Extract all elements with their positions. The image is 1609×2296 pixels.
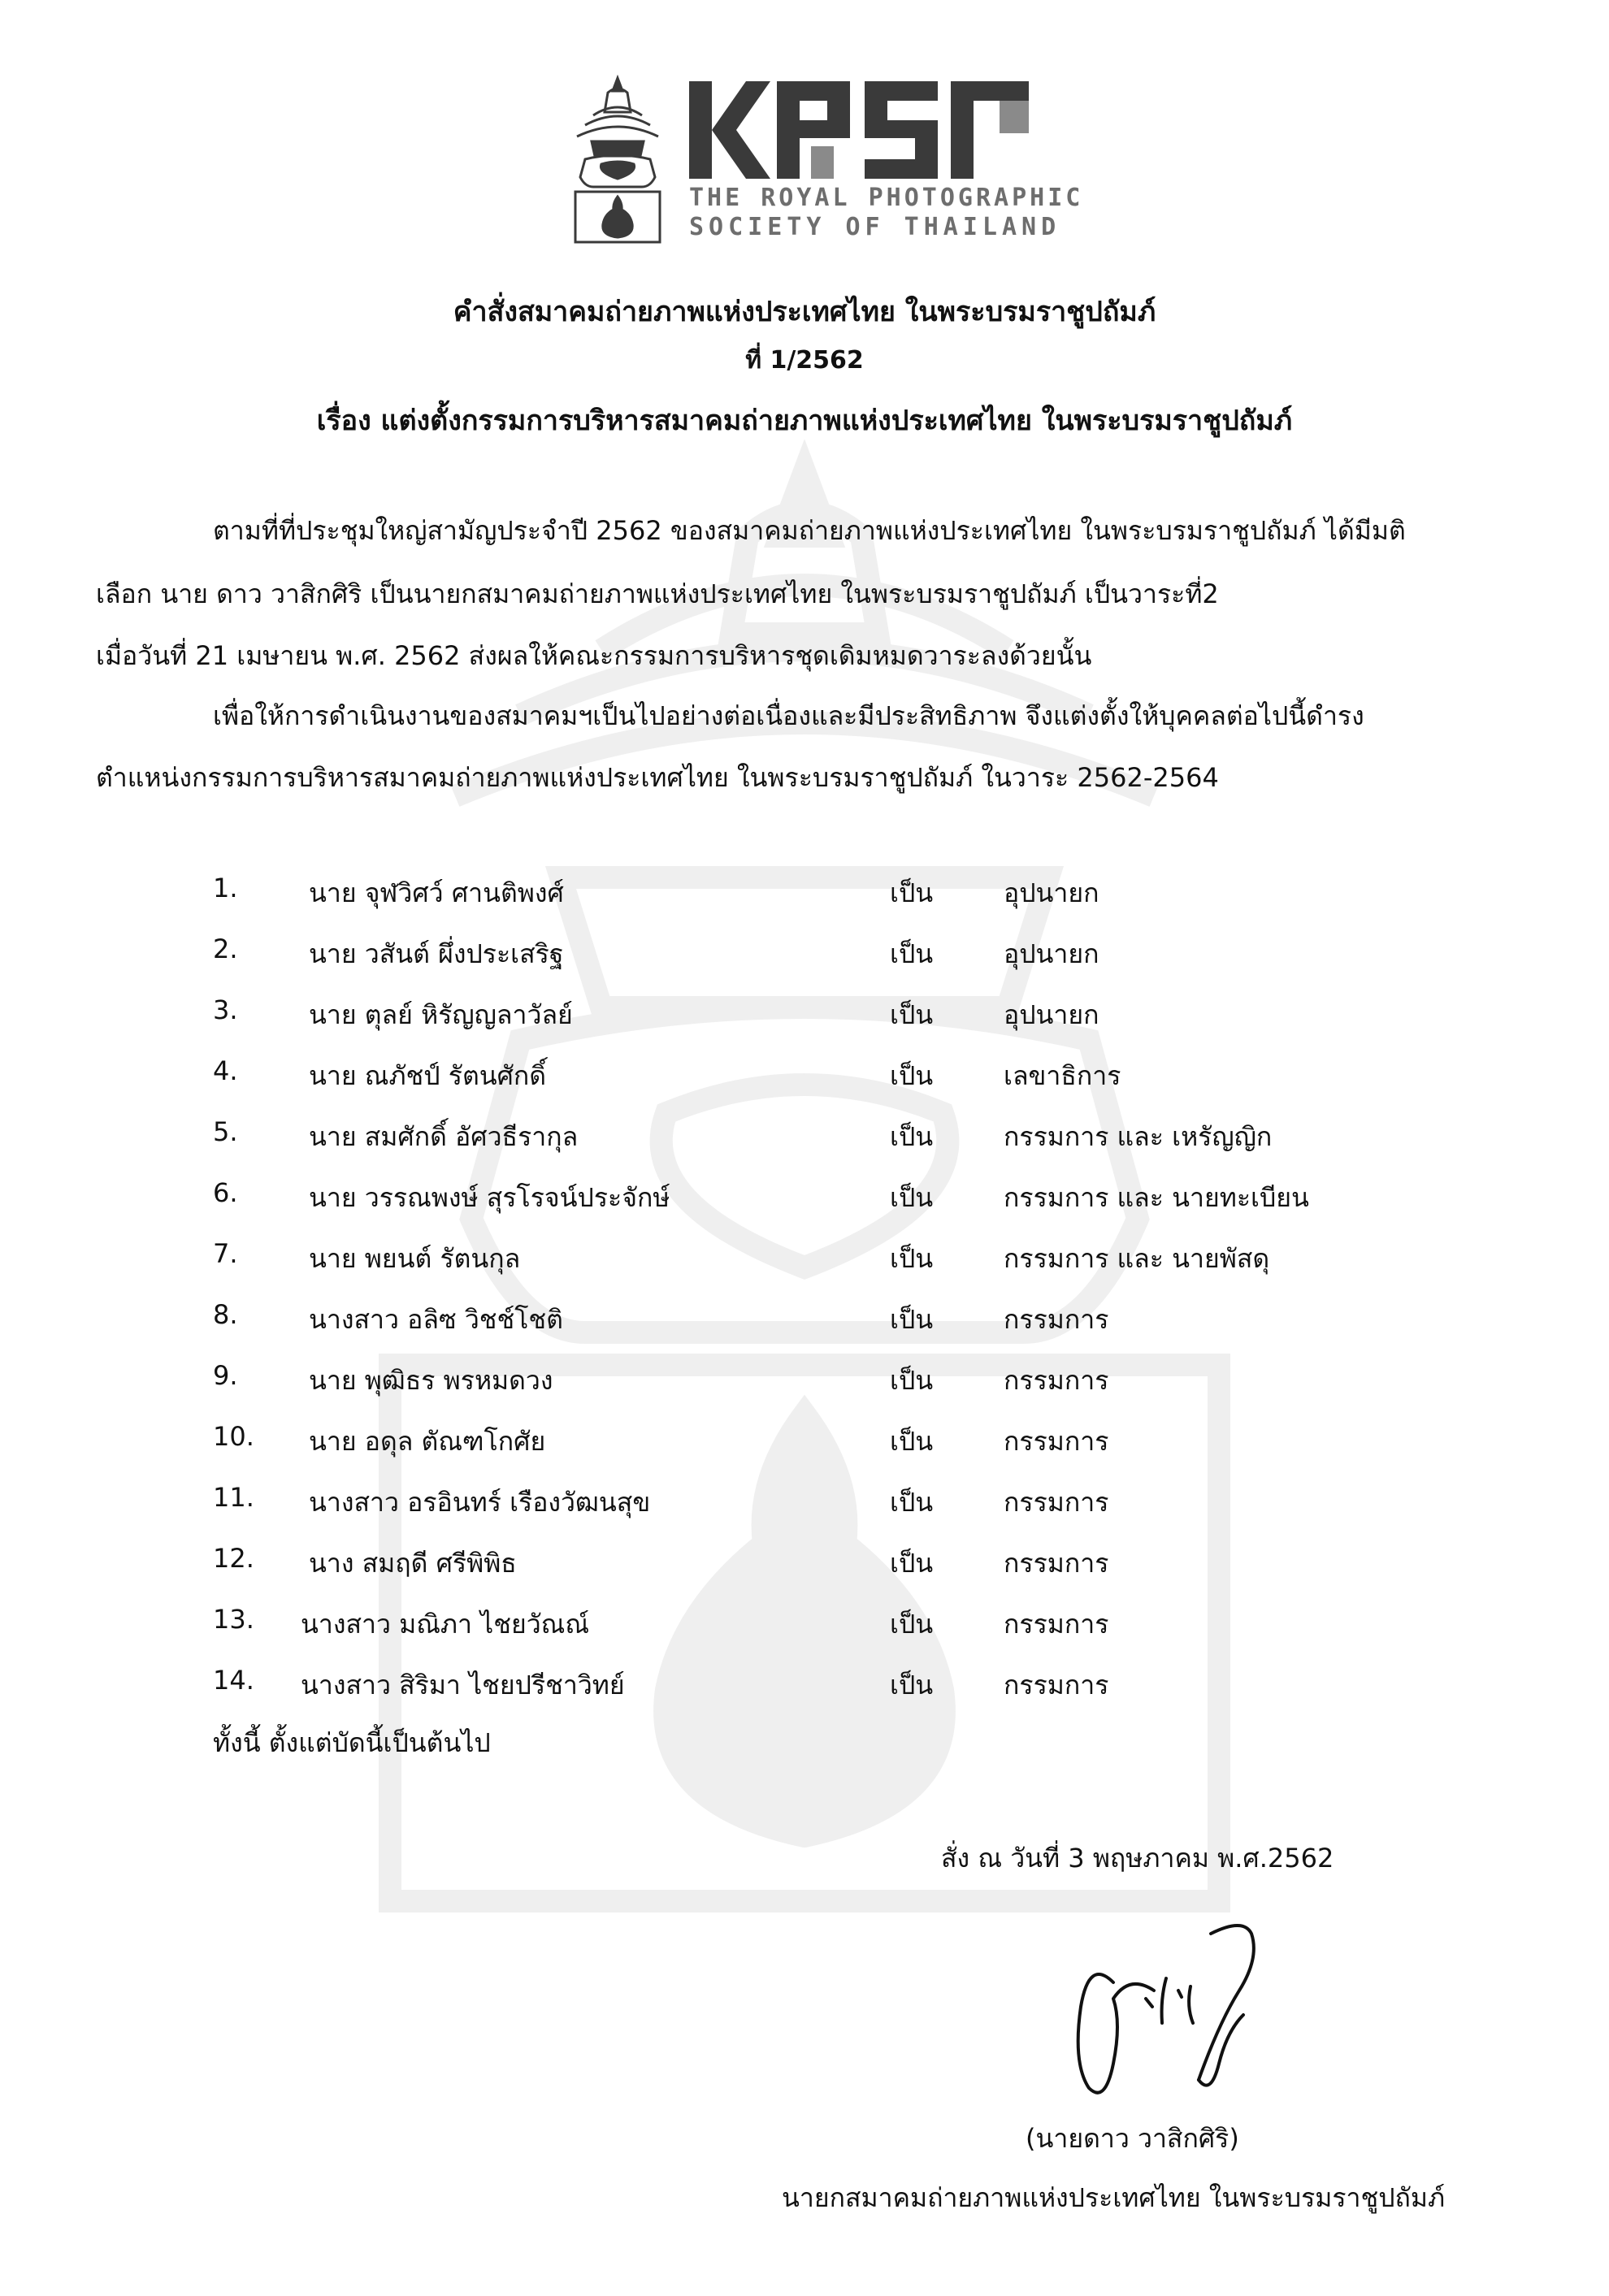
signature [1056, 1901, 1268, 2112]
member-name: นางสาว สิริมา ไชยปรีชาวิทย์ [301, 1670, 625, 1700]
member-position: อุปนายก [1004, 999, 1099, 1030]
member-number: 3. [213, 994, 238, 1025]
member-position: กรรมการ [1004, 1487, 1109, 1518]
signer-title: นายกสมาคมถ่ายภาพแห่งประเทศไทย ในพระบรมราชูปถัมภ์ [782, 2182, 1446, 2213]
member-name: นาย วรรณพงษ์ สุรโรจน์ประจักษ์ [309, 1182, 670, 1213]
member-name: นาย สมศักดิ์ อัศวธีรากุล [309, 1121, 579, 1152]
member-as: เป็น [890, 1243, 934, 1274]
member-number: 8. [213, 1299, 238, 1330]
member-position: กรรมการ [1004, 1609, 1109, 1640]
member-position: กรรมการ และ นายพัสดุ [1004, 1243, 1270, 1274]
member-name: นาย ณภัชป์ รัตนศักดิ์ [309, 1060, 547, 1091]
member-position: กรรมการ [1004, 1365, 1109, 1396]
member-name: นาย จุฬวิศว์ ศานติพงศ์ [309, 877, 564, 908]
member-number: 11. [213, 1482, 254, 1513]
rpst-logo-mark [689, 81, 1030, 179]
member-position: กรรมการ [1004, 1548, 1109, 1579]
member-number: 9. [213, 1360, 238, 1391]
member-name: นาย ตุลย์ หิรัญญลาวัลย์ [309, 999, 573, 1030]
effective-statement: ทั้งนี้ ตั้งแต่บัดนี้เป็นต้นไป [213, 1727, 491, 1758]
list-item [0, 1543, 1609, 1592]
list-item [0, 1604, 1609, 1653]
member-number: 13. [213, 1604, 254, 1635]
member-as: เป็น [890, 1060, 934, 1091]
member-number: 6. [213, 1177, 238, 1208]
member-number: 14. [213, 1665, 254, 1696]
logo-text-line2: SOCIETY OF THAILAND [689, 213, 1061, 241]
list-item [0, 1055, 1609, 1104]
list-item [0, 934, 1609, 982]
member-as: เป็น [890, 1426, 934, 1457]
member-position: กรรมการ และ เหรัญญิก [1004, 1121, 1273, 1152]
member-number: 10. [213, 1421, 254, 1452]
member-number: 5. [213, 1116, 238, 1147]
list-item [0, 1360, 1609, 1409]
paragraph-1-line-2: เลือก นาย ดาว วาสิกศิริ เป็นนายกสมาคมถ่ายภาพแห่งประเทศไทย ในพระบรมราชูปถัมภ์ เป็นวาระที่2 [96, 578, 1219, 609]
member-number: 7. [213, 1238, 238, 1269]
member-number: 1. [213, 873, 238, 903]
member-position: กรรมการ และ นายทะเบียน [1004, 1182, 1309, 1213]
list-item [0, 1482, 1609, 1531]
member-as: เป็น [890, 1548, 934, 1579]
member-as: เป็น [890, 1609, 934, 1640]
member-as: เป็น [890, 1121, 934, 1152]
list-item [0, 1421, 1609, 1470]
order-subject: เรื่อง แต่งตั้งกรรมการบริหารสมาคมถ่ายภาพแห่งประเทศไทย ในพระบรมราชูปถัมภ์ [316, 405, 1293, 437]
order-title: คำสั่งสมาคมถ่ายภาพแห่งประเทศไทย ในพระบรมราชูปถัมภ์ [453, 296, 1156, 328]
member-name: นางสาว อลิซ วิชช์โชติ [309, 1304, 563, 1335]
member-name: นาย วสันต์ ผึ่งประเสริฐ [309, 938, 564, 969]
member-number: 2. [213, 934, 238, 964]
member-as: เป็น [890, 1182, 934, 1213]
member-name: นาย พยนต์ รัตนกุล [309, 1243, 521, 1274]
member-position: กรรมการ [1004, 1426, 1109, 1457]
member-as: เป็น [890, 999, 934, 1030]
member-as: เป็น [890, 877, 934, 908]
member-name: นาง สมฤดี ศรีพิพิธ [309, 1548, 517, 1579]
member-as: เป็น [890, 938, 934, 969]
member-as: เป็น [890, 1487, 934, 1518]
order-number: ที่ 1/2562 [745, 346, 864, 375]
member-position: กรรมการ [1004, 1670, 1109, 1700]
list-item [0, 1665, 1609, 1713]
paragraph-1-line-3: เมื่อวันที่ 21 เมษายน พ.ศ. 2562 ส่งผลให้คณะกรรมการบริหารชุดเดิมหมดวาระลงด้วยนั้น [96, 640, 1092, 671]
member-as: เป็น [890, 1304, 934, 1335]
paragraph-1-line-1: ตามที่ที่ประชุมใหญ่สามัญประจำปี 2562 ของสมาคมถ่ายภาพแห่งประเทศไทย ในพระบรมราชูปถัมภ์ ได้มีมติ [213, 515, 1406, 546]
member-name: นางสาว อรอินทร์ เรืองวัฒนสุข [309, 1487, 651, 1518]
member-as: เป็น [890, 1365, 934, 1396]
member-name: นาย อดุล ตัณฑโกศัย [309, 1426, 546, 1457]
list-item [0, 1238, 1609, 1287]
list-item [0, 1177, 1609, 1226]
member-position: อุปนายก [1004, 877, 1099, 908]
member-as: เป็น [890, 1670, 934, 1700]
list-item [0, 1116, 1609, 1165]
signer-name: (นายดาว วาสิกศิริ) [1026, 2123, 1239, 2154]
paragraph-2-line-2: ตำแหน่งกรรมการบริหารสมาคมถ่ายภาพแห่งประเทศไทย ในพระบรมราชูปถัมภ์ ในวาระ 2562-2564 [96, 762, 1219, 793]
list-item [0, 873, 1609, 921]
member-position: เลขาธิการ [1004, 1060, 1121, 1091]
member-number: 12. [213, 1543, 254, 1574]
member-name: นางสาว มณิภา ไชยวัณณ์ [301, 1609, 590, 1640]
list-item [0, 1299, 1609, 1348]
order-date: สั่ง ณ วันที่ 3 พฤษภาคม พ.ศ.2562 [941, 1843, 1334, 1874]
member-name: นาย พุฒิธร พรหมดวง [309, 1365, 553, 1396]
paragraph-2-line-1: เพื่อให้การดำเนินงานของสมาคมฯเป็นไปอย่างต่อเนื่องและมีประสิทธิภาพ จึงแต่งตั้งให้บุคคลต่อไปนี้ดำรง [213, 700, 1364, 731]
society-emblem-icon [569, 75, 666, 245]
member-position: กรรมการ [1004, 1304, 1109, 1335]
member-position: อุปนายก [1004, 938, 1099, 969]
logo-text-line1: THE ROYAL PHOTOGRAPHIC [689, 184, 1084, 212]
list-item [0, 994, 1609, 1043]
member-number: 4. [213, 1055, 238, 1086]
